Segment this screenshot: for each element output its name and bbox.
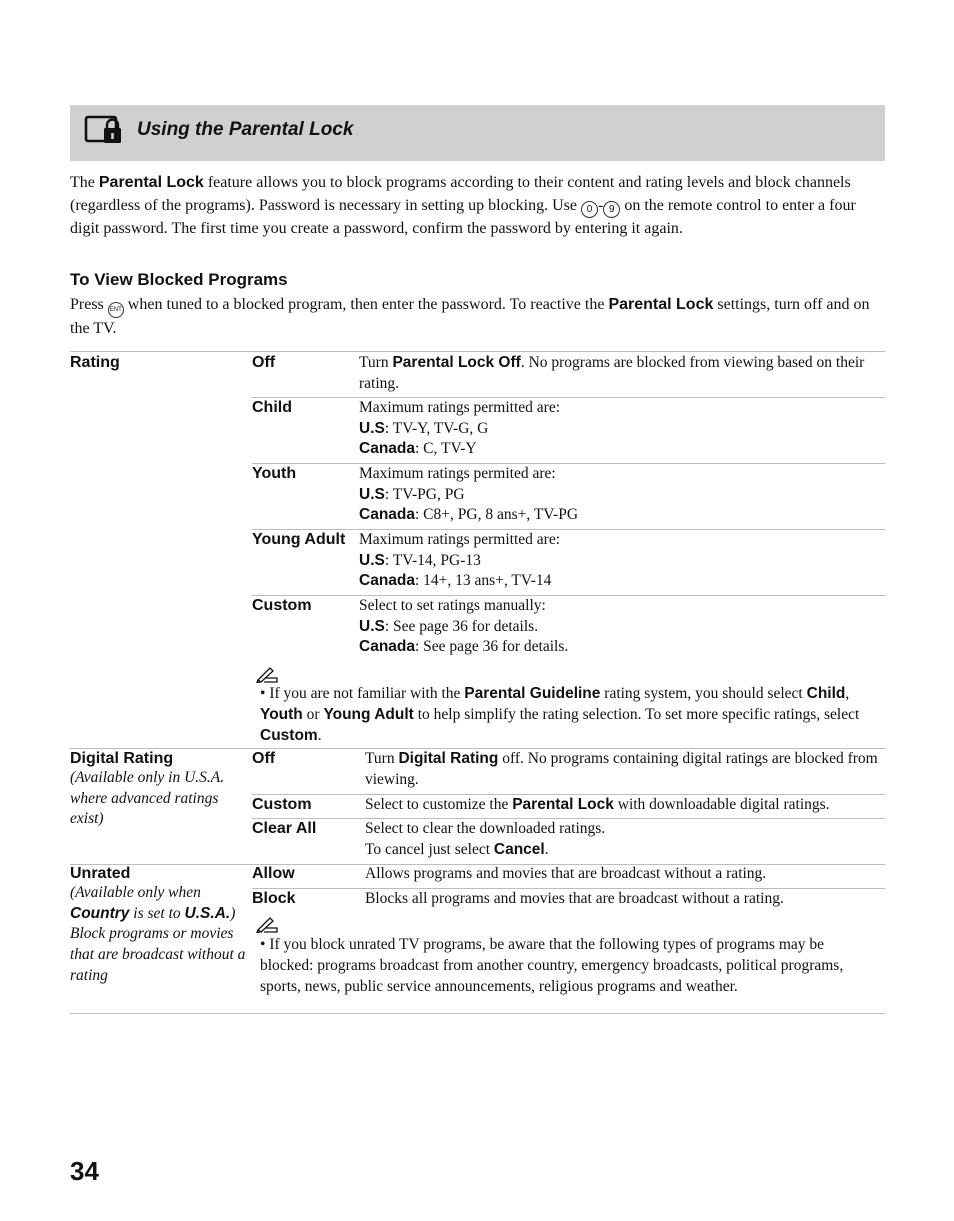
unrated-option-block: Block [252,890,296,907]
option-youth: Youth [252,465,297,482]
unrated-sub: (Available only when Country is set to U.S.A.) [70,884,236,922]
divider [70,1013,885,1014]
unrated-option-allow-desc: Allows programs and movies that are broadcast without a rating. [365,865,767,882]
section-banner [70,105,885,161]
digital-option-off-desc: Turn Digital Rating off. No programs containing digital ratings are blocked from viewing. [365,750,878,788]
unrated-label: Unrated [70,865,131,882]
remote-9-button-icon: 9 [603,201,620,218]
rating-label: Rating [70,354,120,371]
option-youth-desc: Maximum ratings permited are: U.S: TV-PG, PG Canada: C8+, PG, 8 ans+, TV-PG [359,465,579,524]
digital-option-off: Off [252,750,276,767]
option-custom: Custom [252,597,312,614]
option-child-desc: Maximum ratings permitted are: U.S: TV-Y, TV-G, G Canada: C, TV-Y [359,399,561,458]
digital-option-clear-all: Clear All [252,820,317,837]
rating-note: • If you are not familiar with the Parental Guideline rating system, you should select Child, Youth or Young Adult to help simplify the rating selection. To set more specific ratings, select Custom. [260,685,860,744]
digital-option-clear-all-desc: Select to clear the downloaded ratings. To cancel just select Cancel. [365,820,606,858]
option-off-desc: Turn Parental Lock Off. No programs are blocked from viewing based on their rating. [359,354,865,392]
remote-0-button-icon: 0 [581,201,598,218]
digital-option-custom: Custom [252,796,312,813]
unrated-note: • If you block unrated TV programs, be aware that the following types of programs may be blocked: programs broadcast from another country, emergency broadcasts, political programs, sports, news, public service announcements, religious programs and weather. [260,936,844,995]
section-heading: To View Blocked Programs [70,270,288,289]
unrated-option-allow: Allow [252,865,295,882]
option-young-adult-desc: Maximum ratings permitted are: U.S: TV-14, PG-13 Canada: 14+, 13 ans+, TV-14 [359,531,561,590]
digital-option-custom-desc: Select to customize the Parental Lock with downloadable digital ratings. [365,796,830,813]
enter-button-icon: ENT [108,302,124,318]
option-young-adult: Young Adult [252,531,346,548]
option-child: Child [252,399,292,416]
tv-lock-icon [84,113,124,151]
note-pencil-icon [256,665,280,683]
unrated-option-block-desc: Blocks all programs and movies that are broadcast without a rating. [365,890,784,907]
intro-paragraph: The Parental Lock feature allows you to block programs according to their content and rating levels and block channels (regardless of the programs). Password is necessary in setting up blocking. Use 0 - 9 on the remote control to enter a four digit password. The first time you create a password, confirm the password by entering it again. [70,174,856,237]
digital-rating-group [70,750,250,830]
unrated-group [70,865,250,987]
digital-rating-label: Digital Rating [70,750,174,767]
page-title: Using the Parental Lock [137,119,354,140]
divider [70,351,885,352]
blocked-paragraph: Press ENT when tuned to a blocked program, then enter the password. To reactive the Parental Lock settings, turn off and on the TV. [70,296,870,337]
option-off: Off [252,354,276,371]
unrated-description: Block programs or movies that are broadcast without a rating [70,925,246,984]
page-number: 34 [70,1156,99,1186]
digital-rating-sub: (Available only in U.S.A. where advanced ratings exist) [70,769,225,828]
option-custom-desc: Select to set ratings manually: U.S: See page 36 for details. Canada: See page 36 for details. [359,597,569,656]
note-pencil-icon [256,915,280,933]
